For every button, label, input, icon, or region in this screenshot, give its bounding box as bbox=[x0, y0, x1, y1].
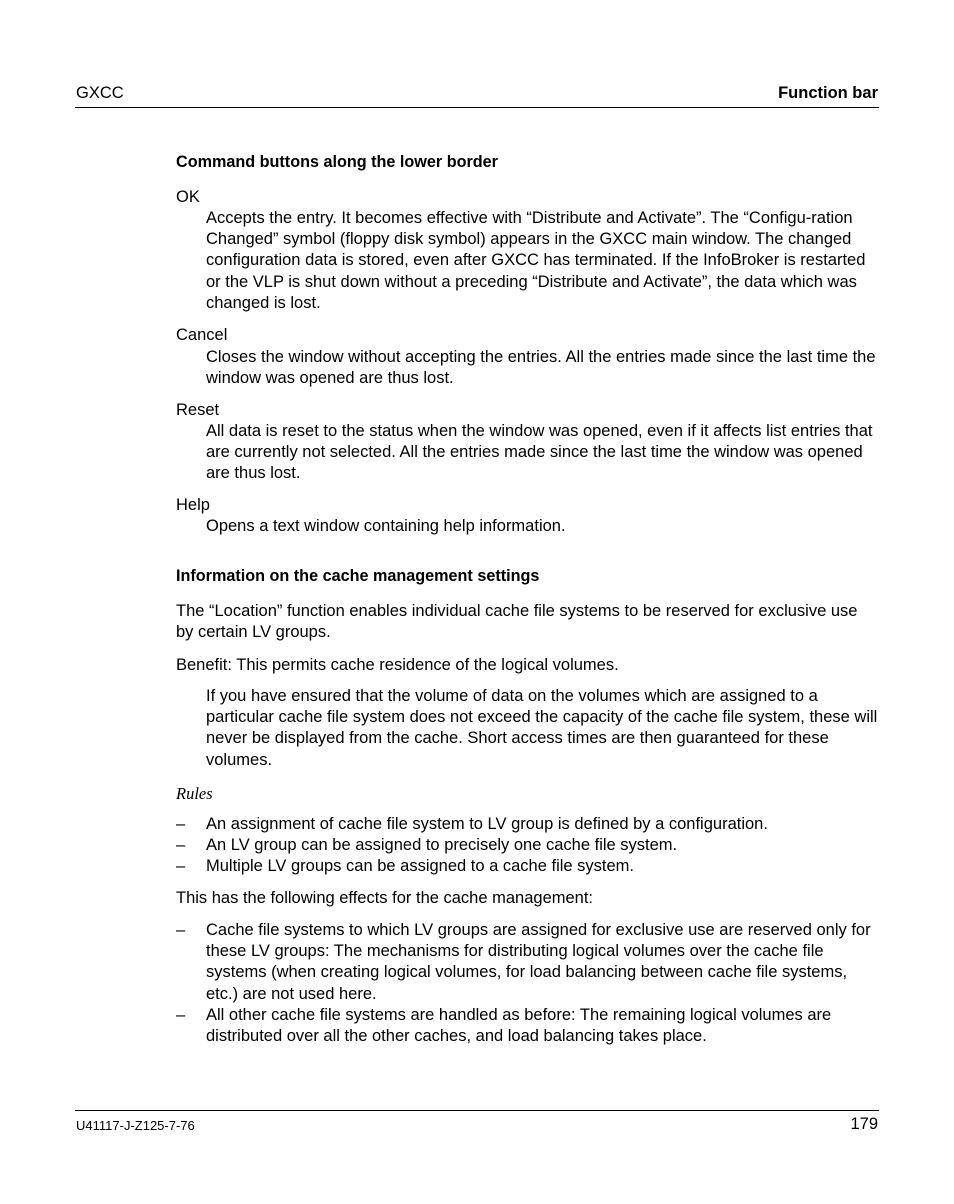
bullet-dash: – bbox=[176, 921, 186, 939]
term-ok: OK bbox=[176, 188, 200, 206]
footer-rule bbox=[75, 1110, 879, 1111]
term-reset: Reset bbox=[176, 401, 220, 419]
list-item bbox=[176, 814, 879, 835]
list-item bbox=[176, 835, 879, 856]
list-item bbox=[176, 1005, 879, 1047]
header-title: GXCC bbox=[76, 84, 124, 102]
paragraph-indented: If you have ensured that the volume of data on the volumes which are assigned to a particular cache file system does not exceed the capacity of the cache file system, these will never be displayed from the cache. Short access times are then guaranteed for these volumes. bbox=[206, 687, 878, 769]
page-number: 179 bbox=[850, 1115, 878, 1133]
list-item-text: An assignment of cache file system to LV group is defined by a configuration. bbox=[206, 815, 768, 833]
term-cancel: Cancel bbox=[176, 326, 228, 344]
list-item bbox=[176, 856, 879, 877]
section-heading-cache-management: Information on the cache management settings bbox=[176, 567, 540, 585]
list-item-text: All other cache file systems are handled as before: The remaining logical volumes are distributed over all the other caches, and load balancing takes place. bbox=[206, 1006, 832, 1046]
bullet-dash: – bbox=[176, 1006, 186, 1024]
def-help: Opens a text window containing help information. bbox=[206, 517, 566, 535]
section-heading-command-buttons: Command buttons along the lower border bbox=[176, 153, 498, 171]
bullet-dash: – bbox=[176, 815, 186, 833]
bullet-dash: – bbox=[176, 836, 186, 854]
def-reset: All data is reset to the status when the window was opened, even if it affects list entries that are currently not selected. All the entries made since the last time the window was opened are thus lost. bbox=[206, 422, 873, 483]
header-section: Function bar bbox=[778, 84, 878, 102]
header-rule bbox=[75, 107, 879, 108]
def-cancel: Closes the window without accepting the entries. All the entries made since the last time the window was opened are thus lost. bbox=[206, 348, 876, 388]
def-ok: Accepts the entry. It becomes effective with “Distribute and Activate”. The “Configu-ration Changed” symbol (floppy disk symbol) appears in the GXCC main window. The changed configuration data is stored, even after GXCC has terminated. If the InfoBroker is restarted or the VLP is shut down without a preceding “Distribute and Activate”, the data which was changed is lost. bbox=[206, 209, 866, 312]
list-item-text: Cache file systems to which LV groups are assigned for exclusive use are reserved only for these LV groups: The mechanisms for distributing logical volumes over the cache file systems (when creating logical volumes, for load balancing between cache file systems, etc.) are not used here. bbox=[206, 921, 871, 1003]
paragraph-benefit: Benefit: This permits cache residence of the logical volumes. bbox=[176, 656, 619, 674]
paragraph-effects-intro: This has the following effects for the cache management: bbox=[176, 889, 594, 907]
term-help: Help bbox=[176, 496, 210, 514]
list-item-text: Multiple LV groups can be assigned to a cache file system. bbox=[206, 857, 635, 875]
paragraph-location: The “Location” function enables individual cache file systems to be reserved for exclusive use by certain LV groups. bbox=[176, 602, 858, 642]
bullet-dash: – bbox=[176, 857, 186, 875]
list-item bbox=[176, 920, 879, 1005]
footer-doc-id: U41117-J-Z125-7-76 bbox=[76, 1118, 195, 1133]
rules-label: Rules bbox=[176, 784, 213, 803]
list-item-text: An LV group can be assigned to precisely one cache file system. bbox=[206, 836, 678, 854]
